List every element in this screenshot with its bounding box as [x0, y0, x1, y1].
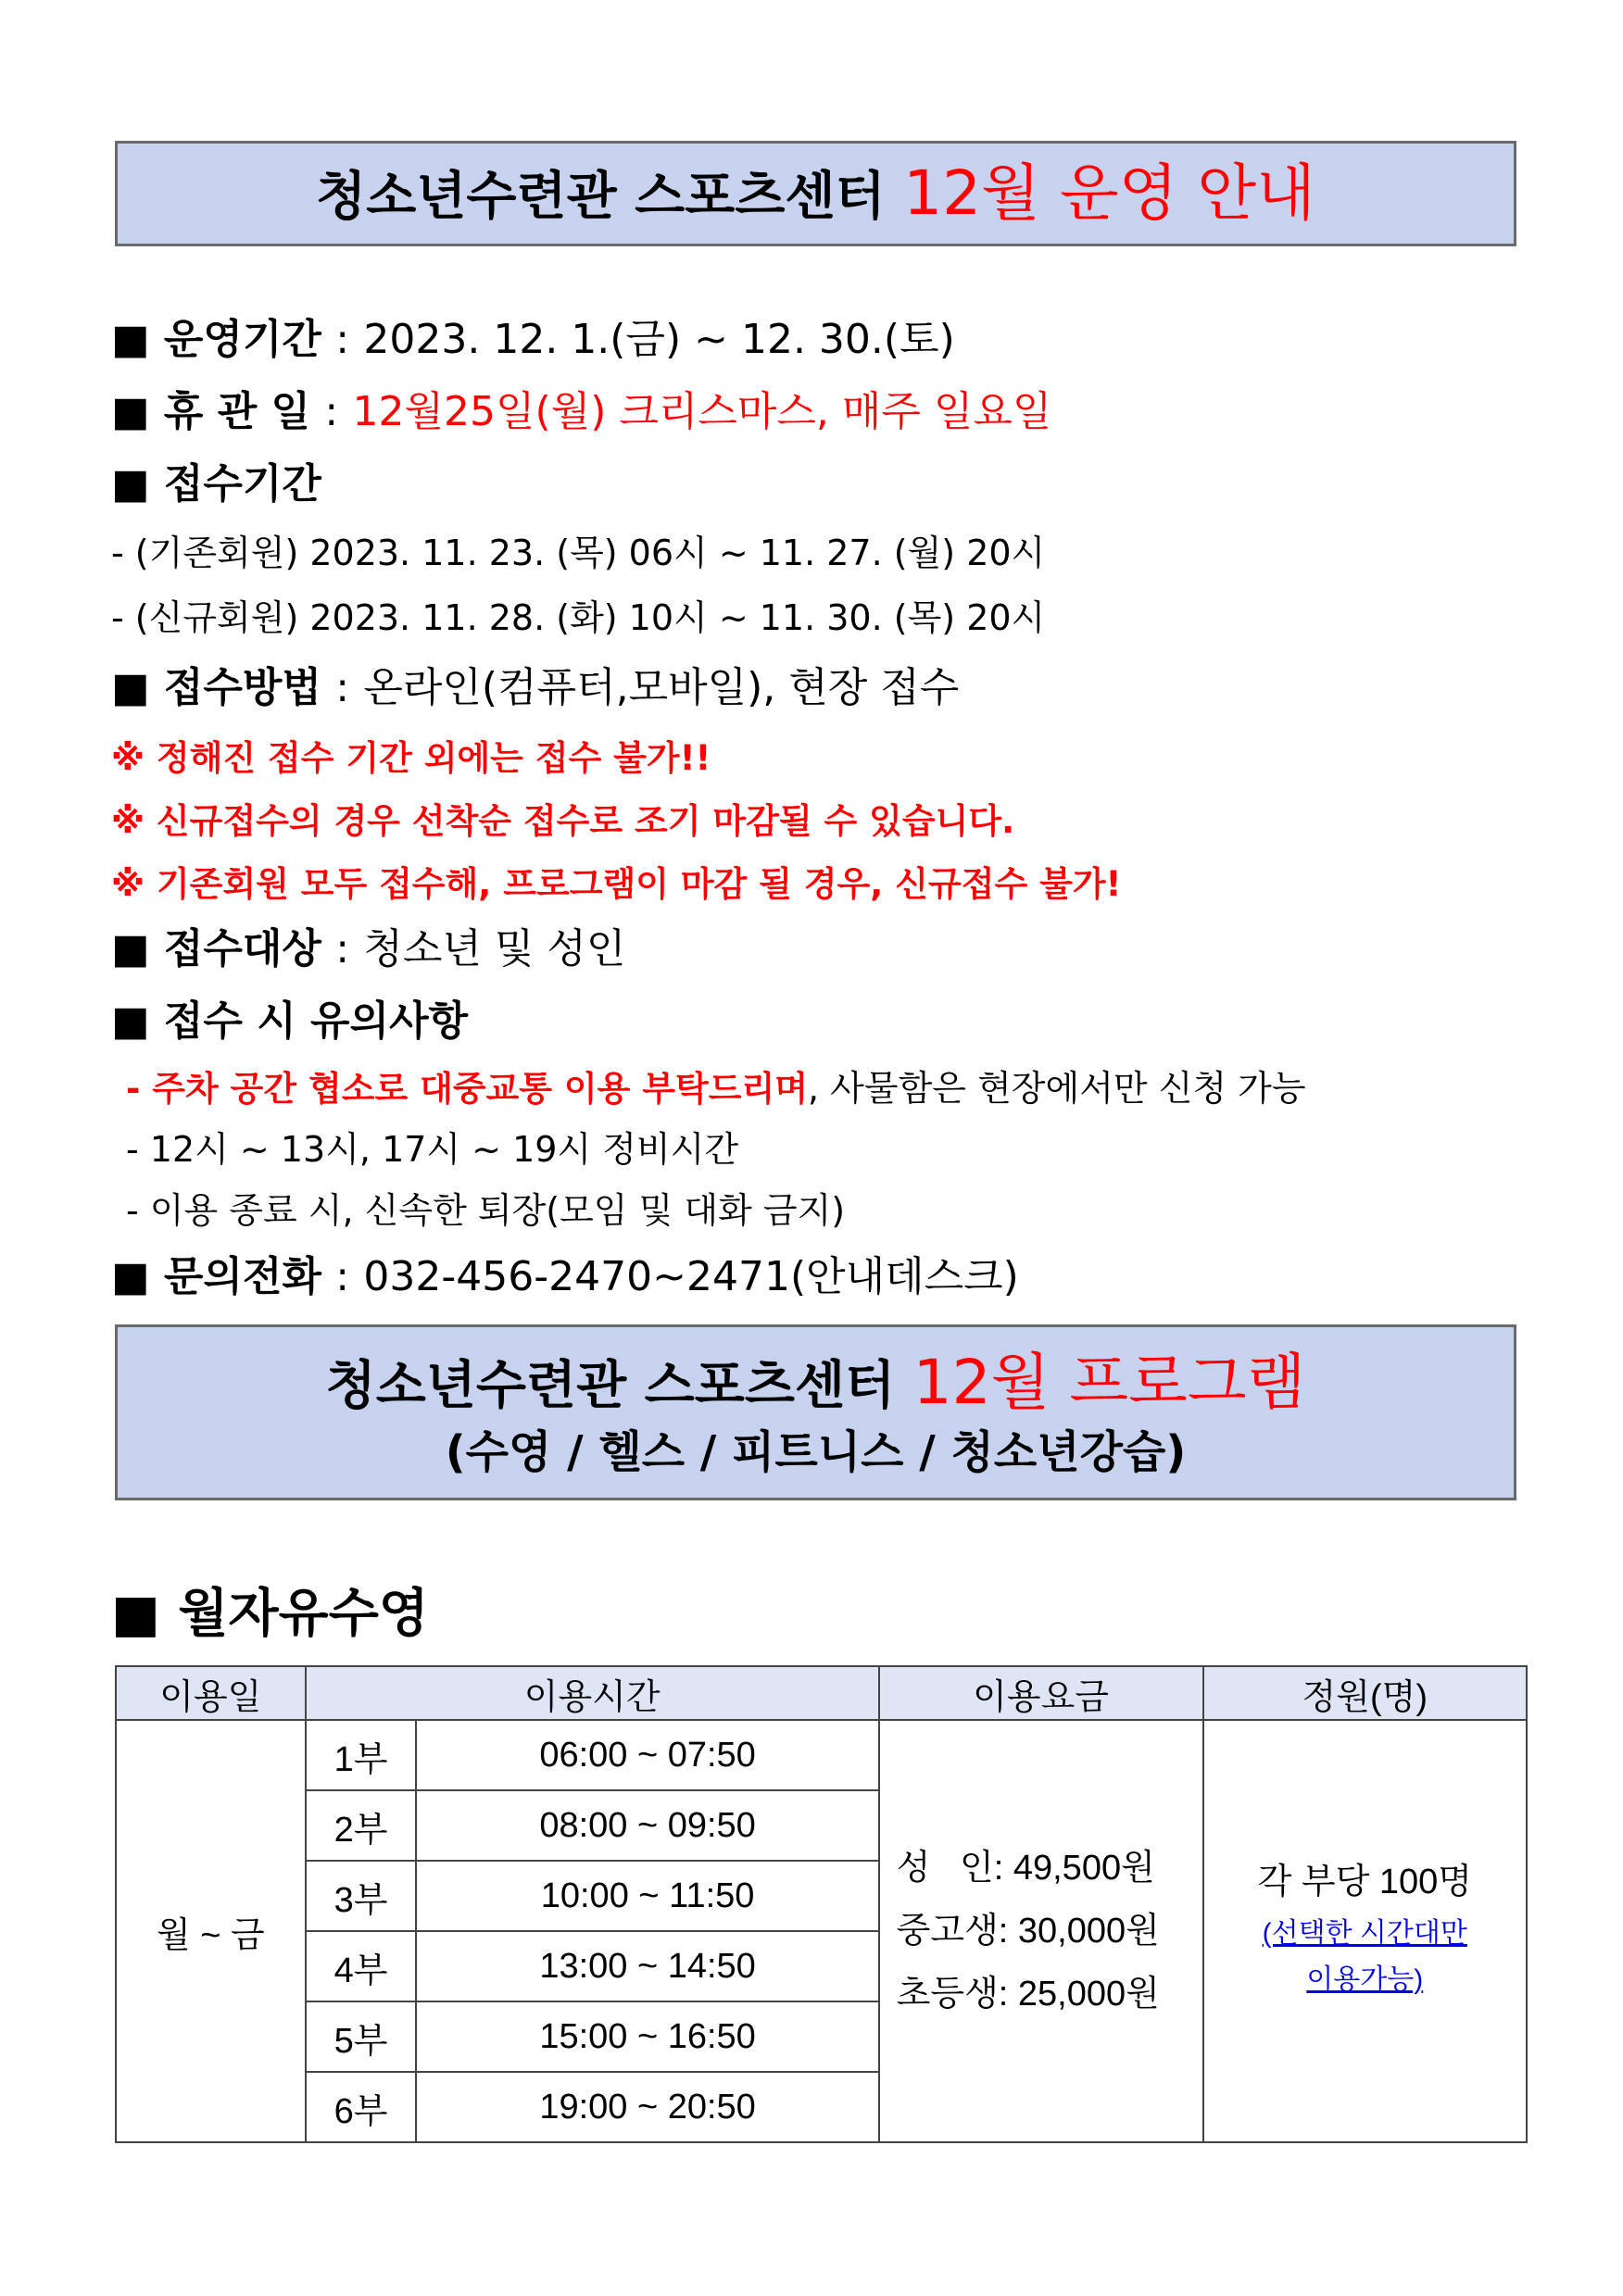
caution-1-rest: , 사물함은 현장에서만 신청 가능	[808, 1068, 1306, 1109]
closed-value: 12월25일(월) 크리스마스, 매주 일요일	[352, 388, 1052, 435]
caution-1	[126, 1060, 1306, 1110]
fee-cell	[879, 1720, 1203, 2142]
period-line	[111, 306, 955, 365]
notice-title-highlight: 12월 운영 안내	[903, 157, 1315, 229]
program-subtitle: (수영 / 헬스 / 피트니스 / 청소년강습)	[445, 1426, 1187, 1478]
quota-note-line-1: (선택한 시간대만	[1262, 1918, 1467, 1949]
registration-label: 접수기간	[163, 460, 321, 508]
registration-existing: - (기존회원) 2023. 11. 23. (목) 06시 ~ 11. 27. (월) 20시	[111, 533, 1046, 573]
separator: :	[335, 925, 350, 972]
part-cell: 5부	[306, 2001, 417, 2072]
note-line: ※ 신규접수의 경우 선착순 접수로 조기 마감될 수 있습니다.	[111, 801, 1015, 841]
section-title-text: 월자유수영	[178, 1584, 429, 1644]
period-label: 운영기간	[163, 316, 321, 363]
notice-title-prefix: 청소년수련관 스포츠센터	[316, 167, 886, 227]
fee-teen: 중고생: 30,000원	[896, 1912, 1160, 1951]
time-cell: 06:00 ~ 07:50	[416, 1720, 878, 1790]
part-cell: 2부	[306, 1790, 417, 1861]
notice-title	[118, 144, 1514, 247]
note-line: ※ 기존회원 모두 접수해, 프로그램이 마감 될 경우, 신규접수 불가!	[111, 864, 1122, 904]
period-value: 2023. 12. 1.(금) ~ 12. 30.(토)	[363, 316, 955, 363]
time-cell: 19:00 ~ 20:50	[416, 2072, 878, 2142]
separator: :	[335, 1253, 350, 1300]
schedule-table	[115, 1665, 1528, 2143]
square-bullet-icon: ■	[111, 925, 150, 972]
square-bullet-icon: ■	[111, 460, 150, 508]
cautions-line	[111, 987, 468, 1047]
fee-adult: 성 인: 49,500원	[896, 1849, 1155, 1888]
contact-line	[111, 1243, 1019, 1302]
cautions-label: 접수 시 유의사항	[163, 997, 469, 1045]
method-label: 접수방법	[163, 664, 321, 711]
fee-child: 초등생: 25,000원	[896, 1975, 1160, 2014]
header-quota: 정원(명)	[1203, 1666, 1527, 1720]
method-line	[111, 654, 959, 713]
square-bullet-icon: ■	[111, 316, 150, 363]
quota-note	[1204, 1911, 1526, 2003]
part-cell: 1부	[306, 1720, 417, 1790]
square-bullet-icon: ■	[111, 388, 150, 435]
method-value: 온라인(컴퓨터,모바일), 현장 접수	[363, 664, 960, 711]
quota-note-line-2: 이용가능)	[1306, 1964, 1424, 1995]
section-title	[111, 1573, 429, 1647]
part-cell: 6부	[306, 2072, 417, 2142]
registration-new: - (신규회원) 2023. 11. 28. (화) 10시 ~ 11. 30. (목) 20시	[111, 597, 1046, 638]
registration-line	[111, 450, 321, 509]
day-cell: 월 ~ 금	[116, 1720, 306, 2142]
time-cell: 15:00 ~ 16:50	[416, 2001, 878, 2072]
program-title-highlight: 12월 프로그램	[912, 1347, 1306, 1418]
square-bullet-icon: ■	[111, 664, 150, 711]
program-title-banner	[115, 1324, 1516, 1500]
notice-title-banner	[115, 141, 1516, 246]
closed-line	[111, 378, 1051, 437]
contact-label: 문의전화	[163, 1253, 321, 1300]
header-time: 이용시간	[306, 1666, 879, 1720]
square-bullet-icon: ■	[111, 1253, 150, 1300]
header-fee: 이용요금	[879, 1666, 1203, 1720]
quota-cell	[1203, 1720, 1527, 2142]
separator: :	[335, 664, 350, 711]
closed-label: 휴 관 일	[163, 388, 311, 435]
time-cell: 13:00 ~ 14:50	[416, 1931, 878, 2001]
header-day: 이용일	[116, 1666, 306, 1720]
table-header-row	[116, 1666, 1527, 1720]
contact-value: 032-456-2470~2471(안내데스크)	[363, 1253, 1019, 1300]
separator: :	[335, 316, 350, 363]
square-bullet-icon: ■	[111, 1584, 160, 1644]
time-cell: 08:00 ~ 09:50	[416, 1790, 878, 1861]
caution-1-highlight: - 주차 공간 협소로 대중교통 이용 부탁드리며	[126, 1069, 808, 1109]
part-cell: 4부	[306, 1931, 417, 2001]
target-label: 접수대상	[163, 925, 321, 972]
part-cell: 3부	[306, 1861, 417, 1931]
target-line	[111, 915, 625, 974]
program-title-prefix: 청소년수련관 스포츠센터	[325, 1356, 896, 1416]
program-title	[118, 1348, 1514, 1422]
note-line: ※ 정해진 접수 기간 외에는 접수 불가!!	[111, 738, 711, 778]
caution-3: - 이용 종료 시, 신속한 퇴장(모임 및 대화 금지)	[126, 1190, 846, 1231]
table-row	[116, 1720, 1527, 1790]
time-cell: 10:00 ~ 11:50	[416, 1861, 878, 1931]
caution-2: - 12시 ~ 13시, 17시 ~ 19시 정비시간	[126, 1129, 739, 1170]
separator: :	[324, 388, 339, 435]
target-value: 청소년 및 성인	[363, 925, 626, 972]
square-bullet-icon: ■	[111, 997, 150, 1045]
quota-value: 각 부당 100명	[1257, 1863, 1472, 1901]
